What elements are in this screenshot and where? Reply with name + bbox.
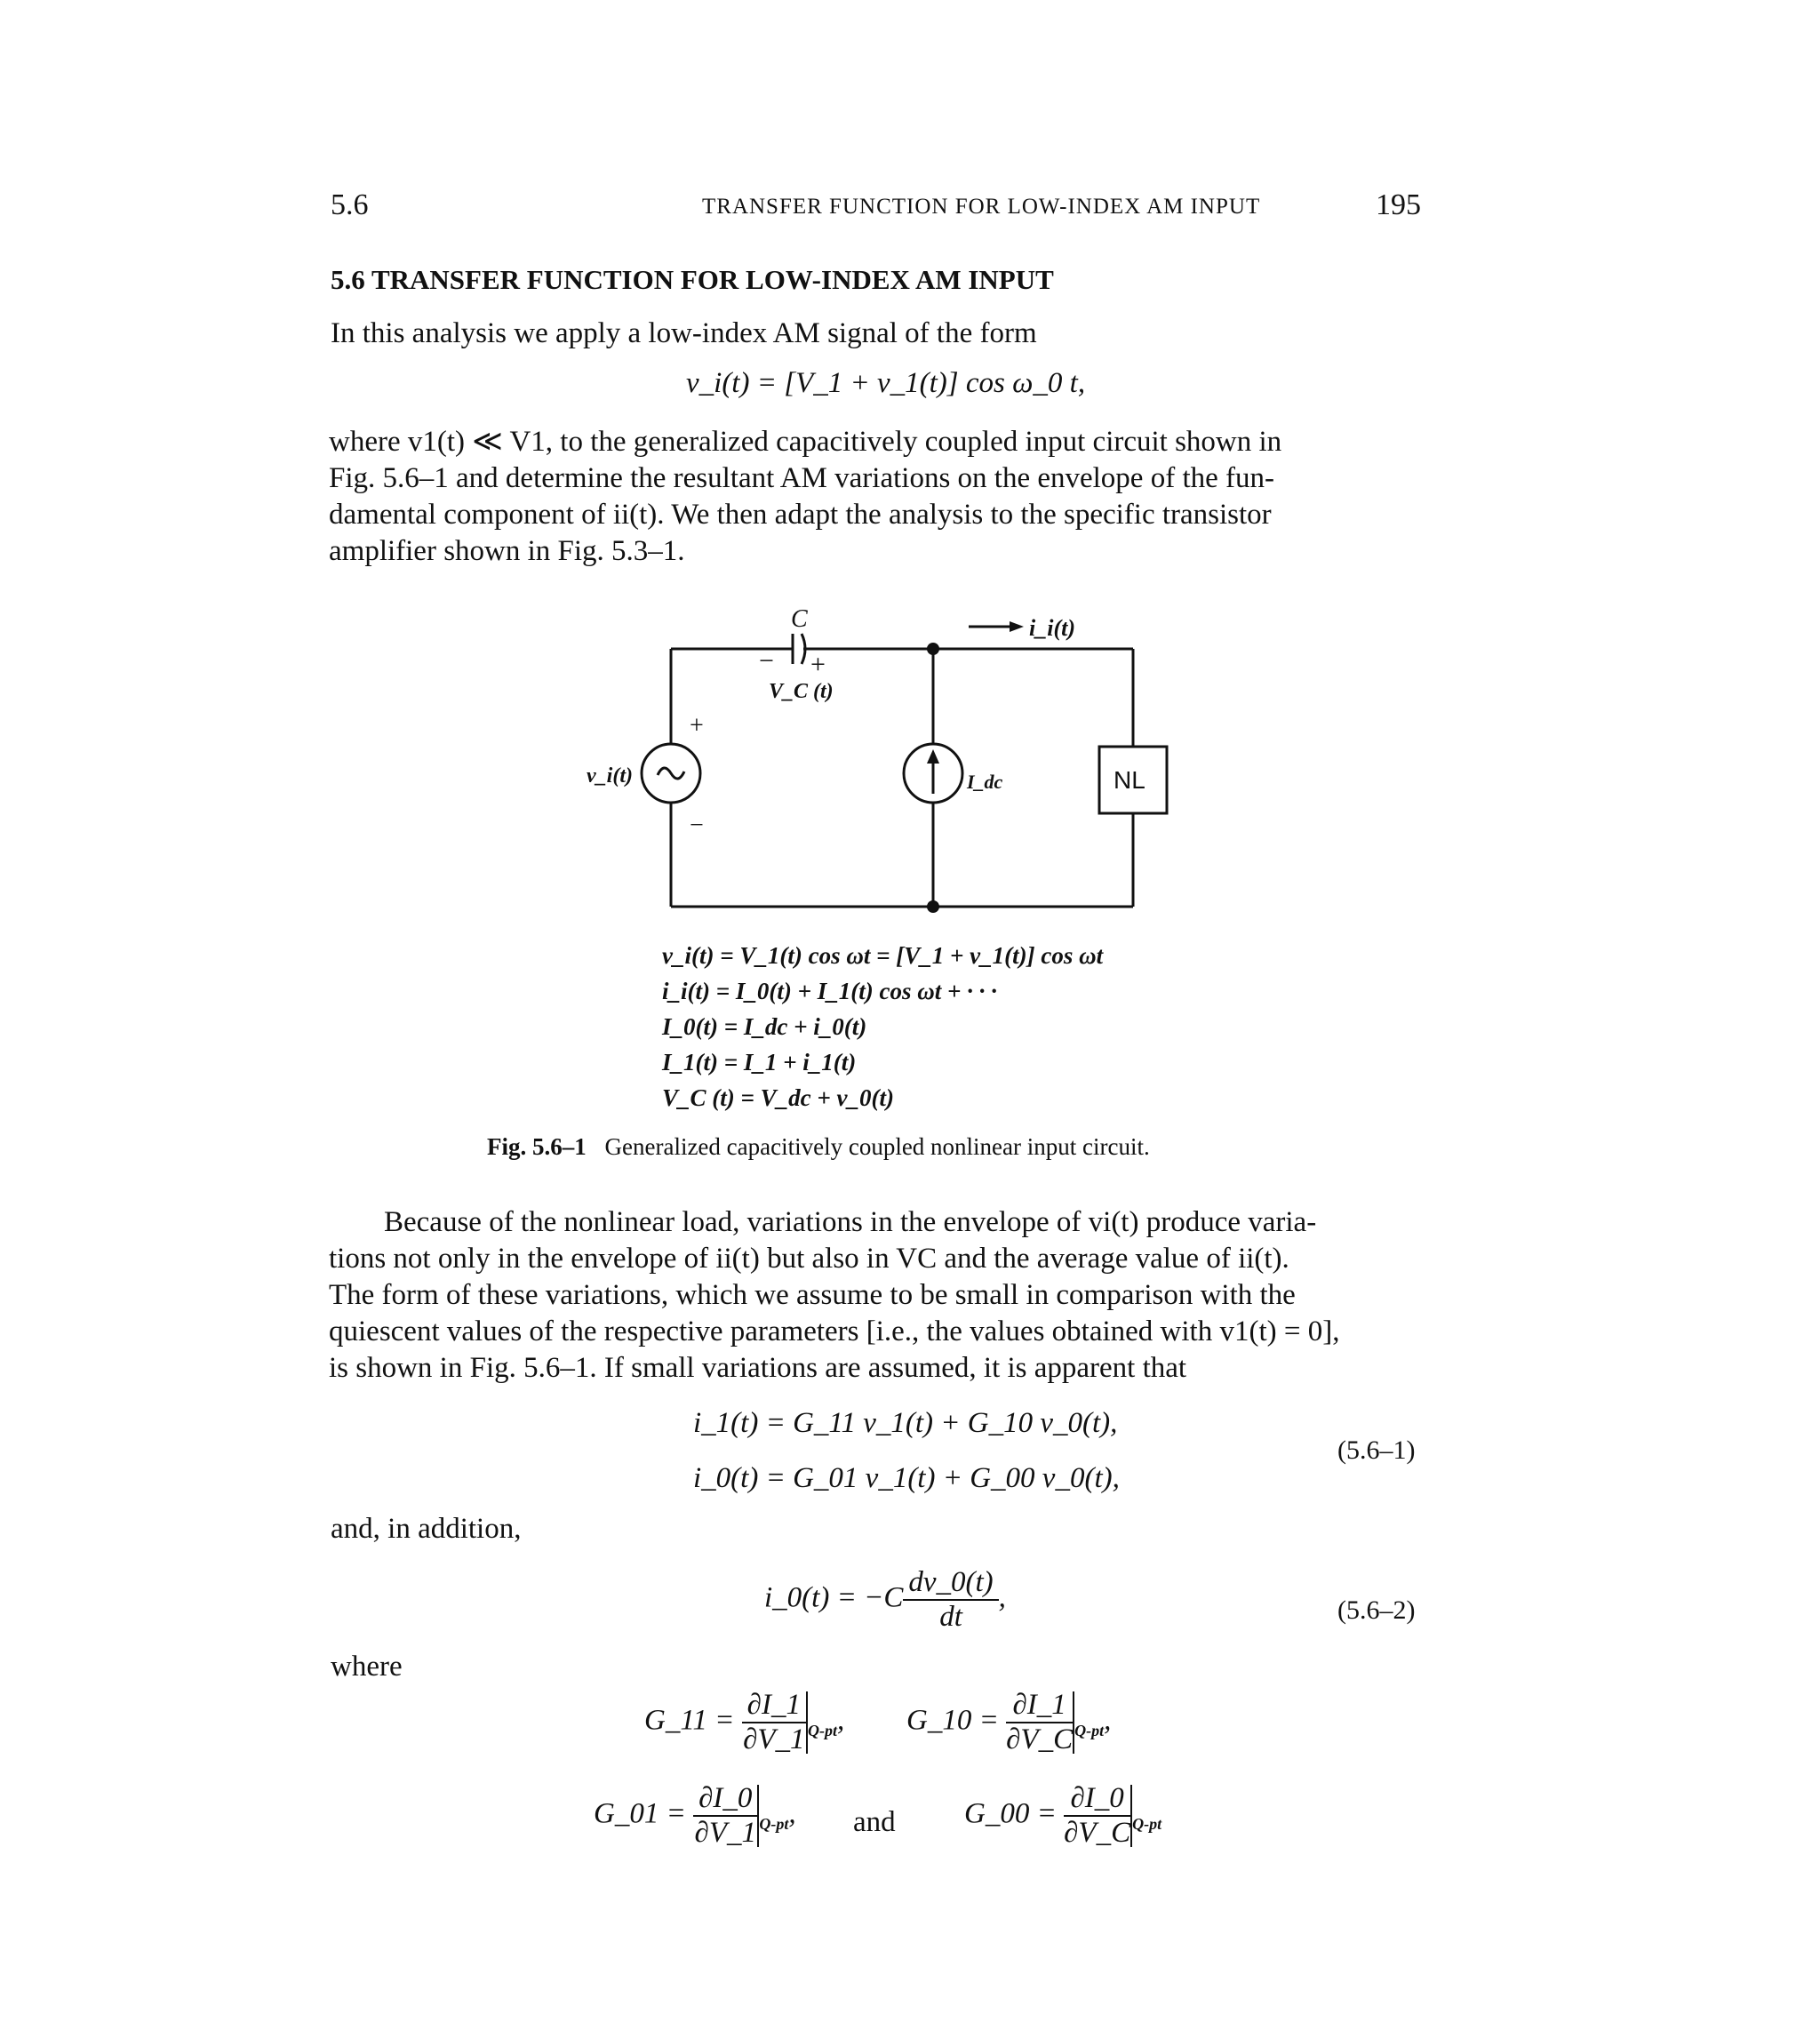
circuit-equation: i_i(t) = I_0(t) + I_1(t) cos ωt + · · · [662,978,997,1004]
circuit-equation: I_0(t) = I_dc + i_0(t) [662,1013,867,1040]
g00-qpt: Q-pt [1132,1815,1162,1834]
g00-definition [964,1782,1161,1850]
g01-den: ∂V_1 [694,1817,756,1849]
g10-lhs: G_10 = [906,1704,999,1737]
g00-den: ∂V_C [1064,1817,1131,1849]
g10-fraction [1006,1689,1073,1756]
g01-qpt: Q-pt [759,1815,789,1834]
g10-comma: , [1104,1704,1112,1737]
g10-qpt: Q-pt [1074,1722,1105,1740]
current-arrow-head [927,749,939,764]
intro-para-line: damental component of ii(t). We then adapt the analysis to the specific transistor [329,499,1272,531]
direction-arrow-head [1010,621,1024,632]
g11-fraction [742,1689,806,1756]
g11-qpt: Q-pt [807,1722,837,1740]
equation-5-6-2-tail: , [998,1581,1006,1614]
figure-caption-text: Generalized capacitively coupled nonlinear input circuit. [604,1133,1150,1160]
g11-num: ∂I_1 [742,1689,806,1723]
nl-label: NL [1114,766,1145,794]
intro-para-line: amplifier shown in Fig. 5.3–1. [329,535,685,567]
g10-num: ∂I_1 [1006,1689,1073,1723]
and-in-addition: and, in addition, [331,1513,522,1545]
g10-definition [906,1689,1111,1756]
g10-den: ∂V_C [1006,1723,1074,1755]
header-page-number: 195 [1376,188,1421,221]
body-paragraph [329,1204,1413,1387]
equation-number-5-6-2: (5.6–2) [1337,1595,1416,1625]
figure-caption [487,1133,1150,1161]
junction-bottom [927,900,939,913]
equation-input-signal-text: v_i(t) = [V_1 + v_1(t)] cos ω_0 t, [686,367,1086,399]
g01-num: ∂I_0 [693,1782,757,1817]
vc-label: V_C (t) [769,680,834,703]
g11-lhs: G_11 = [644,1704,735,1737]
body-para-line: is shown in Fig. 5.6–1. If small variations are assumed, it is apparent that [329,1352,1187,1384]
junction-top [927,643,939,655]
body-para-line: Because of the nonlinear load, variations in the envelope of vi(t) produce varia- [384,1206,1317,1238]
g01-fraction [693,1782,757,1850]
g11-den: ∂V_1 [743,1723,805,1755]
header-section-number: 5.6 [331,188,369,221]
g00-fraction [1064,1782,1130,1850]
equation-5-6-2 [764,1566,1006,1634]
equation-5-6-2-fraction [903,1566,998,1634]
cap-minus: − [759,646,774,676]
intro-line: In this analysis we apply a low-index AM signal of the form [331,317,1037,349]
source-plus: + [690,712,704,740]
g00-lhs: G_00 = [964,1797,1057,1830]
figure-caption-label: Fig. 5.6–1 [487,1133,587,1160]
g11-comma: , [836,1704,845,1737]
source-minus: − [690,812,704,839]
g00-num: ∂I_0 [1064,1782,1130,1817]
circuit-equation: V_C (t) = V_dc + v_0(t) [662,1084,894,1111]
intro-para-line: where v1(t) ≪ V1, to the generalized capacitively coupled input circuit shown in [329,426,1282,458]
g11-definition [644,1689,844,1756]
and-word: and [853,1806,896,1838]
equation-input-signal [686,367,1085,400]
intro-paragraph [329,424,1413,570]
body-para-line: tions not only in the envelope of ii(t) but also in VC and the average value of ii(t). [329,1243,1289,1275]
g01-lhs: G_01 = [594,1797,686,1830]
equation-5-6-1a: i_1(t) = G_11 v_1(t) + G_10 v_0(t), [693,1407,1118,1439]
cap-plus: + [810,650,826,679]
circuit-diagram [569,600,1191,947]
circuit-equation: I_1(t) = I_1 + i_1(t) [662,1049,857,1075]
fraction-numerator: dv_0(t) [903,1566,998,1601]
intro-para-line: Fig. 5.6–1 and determine the resultant AM variations on the envelope of the fun- [329,462,1274,494]
body-para-line: quiescent values of the respective parameters [i.e., the values obtained with v1(t) = 0], [329,1315,1340,1347]
equation-5-6-2-lhs: i_0(t) = −C [764,1581,904,1614]
g01-definition [594,1782,796,1850]
cap-label: C [791,605,808,633]
equation-number-5-6-1: (5.6–1) [1337,1435,1416,1465]
header-running-title: TRANSFER FUNCTION FOR LOW-INDEX AM INPUT [702,195,1261,219]
body-para-line: The form of these variations, which we assume to be small in comparison with the [329,1279,1296,1311]
fraction-denominator: dt [939,1601,962,1633]
circuit-equation: v_i(t) = V_1(t) cos ωt = [V_1 + v_1(t)] cos ωt [662,942,1104,969]
g01-comma: , [788,1797,796,1830]
where-label: where [331,1651,403,1683]
section-title: 5.6 TRANSFER FUNCTION FOR LOW-INDEX AM INPUT [331,264,1054,295]
source-label: v_i(t) [587,764,633,788]
equation-5-6-1b: i_0(t) = G_01 v_1(t) + G_00 v_0(t), [693,1462,1120,1494]
current-label: i_i(t) [1029,615,1075,641]
tilde-symbol [658,768,684,779]
idc-label: I_dc [967,771,1003,793]
